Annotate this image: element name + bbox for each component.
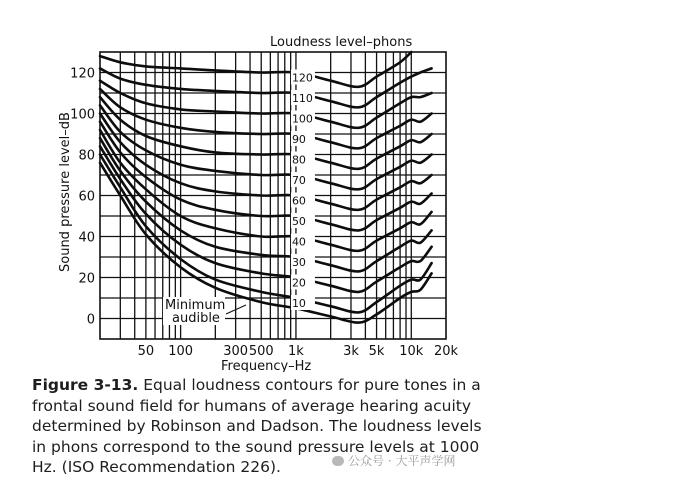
y-tick-label: 80 [78,148,95,164]
x-tick-label: 1k [288,344,304,359]
x-tick-label: 50 [137,344,155,359]
y-tick-label: 20 [78,271,95,287]
curve-label: 60 [291,194,306,208]
y-tick-label: 0 [86,312,95,328]
y-axis-label: Sound pressure level–dB [58,112,73,272]
caption-text: Equal loudness contours for pure tones in a frontal sound field for humans of average hearing acuity determined by Robinson and Dadson. The loudness levels in phons correspond to the sound pressure levels at 1000 Hz. (ISO Recommendation 226). [32,376,482,476]
watermark-text: 公众号 · 大平声学网 [348,454,456,468]
curve-label: 120 [291,71,313,85]
x-tick-label: 100 [168,344,194,359]
y-tick-label: 60 [78,189,95,205]
curve-label: 50 [291,215,306,228]
curve-label: 10 [291,297,306,310]
contour-curve [100,138,432,271]
minimum-audible-annotation [163,297,246,326]
contour-curve [100,105,432,189]
contour-curve [100,52,411,87]
x-tick-label: 20k [433,344,459,359]
curve-label: 70 [291,174,306,187]
wechat-icon [332,456,344,466]
contour-curve [100,130,432,251]
y-tick-label: 40 [78,230,95,246]
curve-label: 80 [291,153,306,167]
annotation-line-2: audible [172,311,220,326]
x-tick-label: 3k [343,344,359,359]
watermark [332,452,482,469]
curve-label: 40 [291,235,306,249]
curve-label: 100 [291,112,313,126]
annotation-line-1: Minimum [165,298,226,313]
x-tick-label: 10k [399,344,424,359]
curve-label: 90 [291,133,306,146]
y-tick-label: 100 [70,107,95,123]
x-axis-label: Frequency–Hz [221,359,312,372]
curve-label: 110 [291,92,313,105]
contour-labels [291,70,315,311]
curve-label: 20 [291,276,306,290]
y-tick-label: 120 [70,66,95,82]
x-tick-label: 5k [368,344,385,359]
chart-title: Loudness level–phons [270,35,413,50]
x-tick-label: 500 [248,344,274,359]
x-tick-label: 300 [223,344,249,359]
caption-label: Figure 3-13. [32,376,139,394]
curve-label: 30 [291,256,306,269]
contour-curve [100,155,432,313]
contour-curve [100,89,432,148]
